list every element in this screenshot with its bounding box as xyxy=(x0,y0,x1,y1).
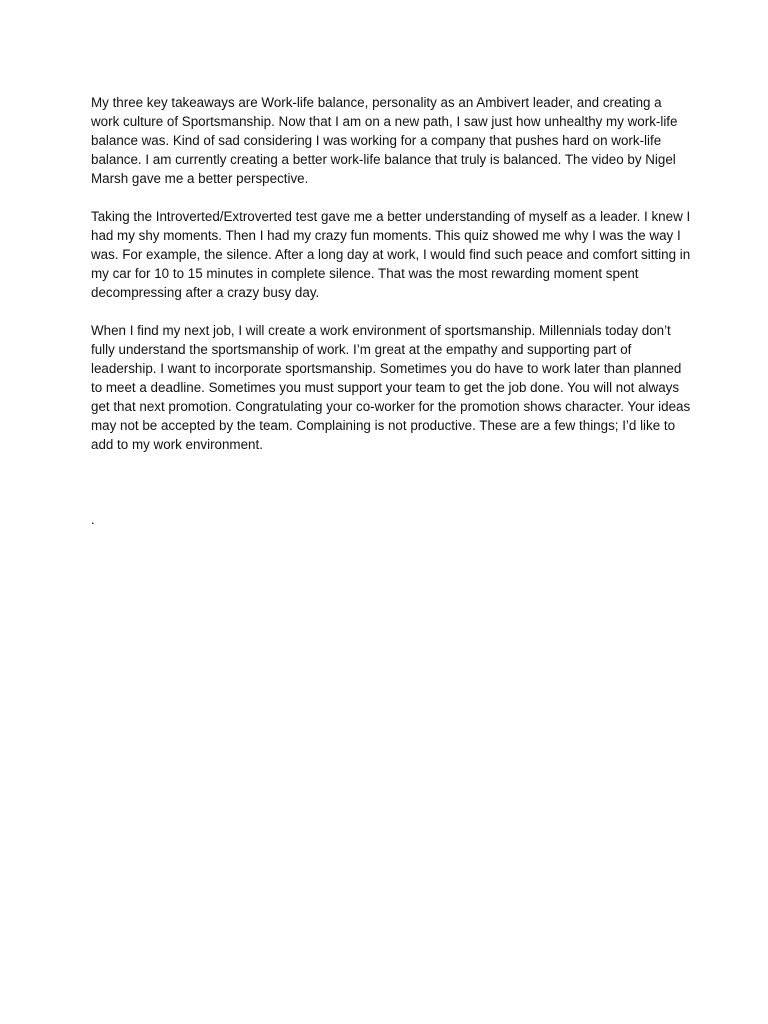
paragraph-introvert-extrovert-test: Taking the Introverted/Extroverted test gave me a better understanding of myself as a leader. I knew I had my shy moments. Then I had my crazy fun moments. This quiz showed me why I was the way I was. For example, the silence. After a long day at work, I would find such peace and comfort sitting in my car for 10 to 15 minutes in complete silence. That was the most rewarding moment spent decompressing after a crazy busy day. xyxy=(91,209,691,300)
paragraph-sportsmanship: When I find my next job, I will create a work environment of sportsmanship. Millennials today don’t fully understand the sportsmanship of work. I’m great at the empathy and supporting part of leadership. I want to incorporate sportsmanship. Sometimes you do have to work later than planned to meet a deadline. Sometimes you must support your team to get the job done. You will not always get that next promotion. Congratulating your co-worker for the promotion shows character. Your ideas may not be accepted by the team. Complaining is not productive. These are a few things; I’d like to add to my work environment. xyxy=(91,323,691,452)
document-body xyxy=(91,93,691,473)
trailing-period: . xyxy=(91,512,95,527)
paragraph-key-takeaways: My three key takeaways are Work-life balance, personality as an Ambivert leader, and creating a work culture of Sportsmanship. Now that I am on a new path, I saw just how unhealthy my work-life balance was. Kind of sad considering I was working for a company that pushes hard on work-life balance. I am currently creating a better work-life balance that truly is balanced. The video by Nigel Marsh gave me a better perspective. xyxy=(91,95,678,186)
